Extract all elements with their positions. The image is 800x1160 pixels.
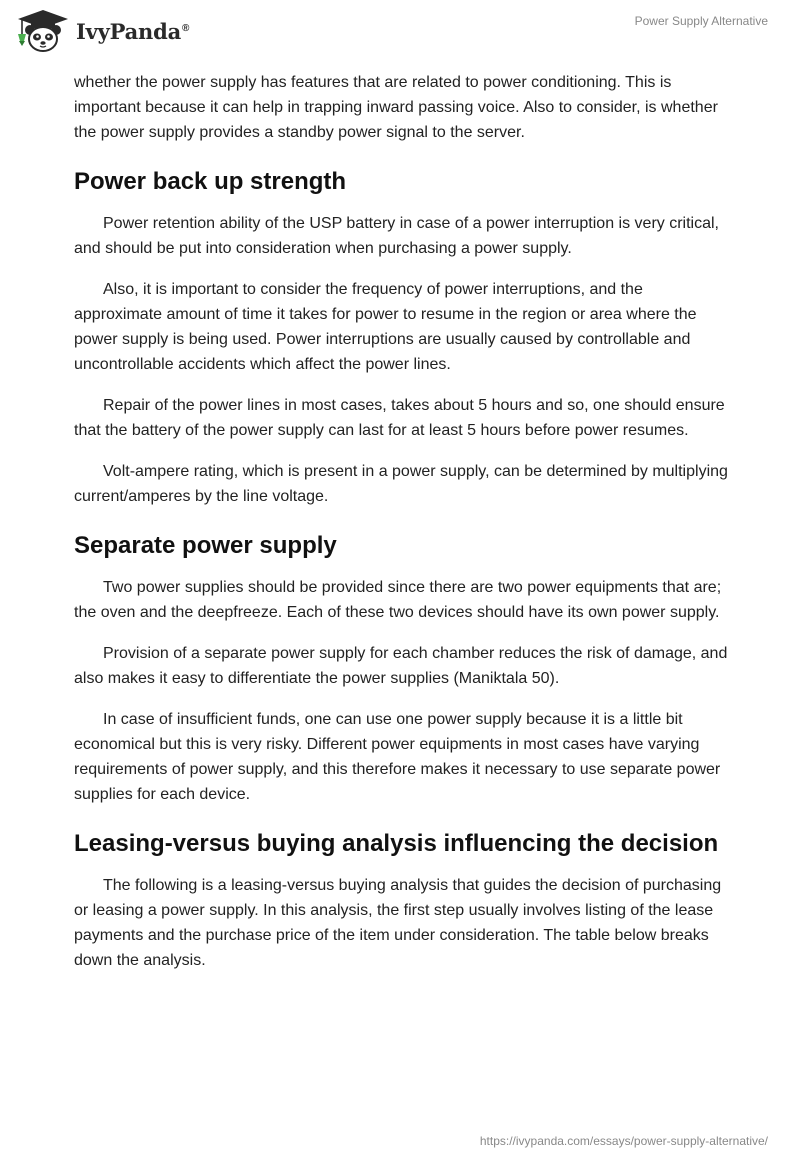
logo-wordmark: IvyPanda® (76, 18, 190, 44)
paragraph: Repair of the power lines in most cases, takes about 5 hours and so, one should ensure that the battery of the power supply can last for at least 5 hours before power resumes. (74, 397, 725, 439)
paragraph: Volt-ampere rating, which is present in a power supply, can be determined by multiplying current/amperes by the line voltage. (74, 463, 728, 505)
paragraph: Provision of a separate power supply for each chamber reduces the risk of damage, and also makes it easy to differentiate the power supplies (Maniktala 50). (74, 645, 728, 687)
paragraph: Power retention ability of the USP battery in case of a power interruption is very critical, and should be put into consideration when purchasing a power supply. (74, 215, 719, 257)
section-heading: Separate power supply (74, 532, 337, 559)
section-heading: Leasing-versus buying analysis influencing the decision (74, 830, 719, 857)
essay-content (74, 70, 734, 989)
paragraph: whether the power supply has features that are related to power conditioning. This is important because it can help in trapping inward passing voice. Also to consider, is whether the power supply provides a standby power signal to the server. (74, 74, 718, 141)
registered-mark: ® (182, 22, 190, 34)
paragraph: Also, it is important to consider the frequency of power interruptions, and the approximate amount of time it takes for power to resume in the region or area where the power supply is being used. Power interruptions are usually caused by controllable and uncontrollable accidents which affect the power lines. (74, 281, 697, 373)
document-title: Power Supply Alternative (634, 14, 768, 28)
paragraph: Two power supplies should be provided since there are two power equipments that are; the oven and the deepfreeze. Each of these two devices should have its own power supply. (74, 579, 722, 621)
ivypanda-logo[interactable] (14, 8, 189, 54)
section-heading: Power back up strength (74, 168, 347, 195)
page-header (0, 0, 800, 66)
paragraph: In case of insufficient funds, one can use one power supply because it is a little bit economical but this is very risky. Different power equipments in most cases have varying requirements of power supply, and this therefore makes it necessary to use separate power supplies for each device. (74, 711, 721, 803)
panda-graduation-cap-icon (14, 8, 72, 54)
paragraph: The following is a leasing-versus buying analysis that guides the decision of purchasing or leasing a power supply. In this analysis, the first step usually involves listing of the lease payments and the purchase price of the item under consideration. The table below breaks down the analysis. (74, 877, 722, 969)
source-url-link[interactable]: https://ivypanda.com/essays/power-supply-alternative/ (479, 1134, 768, 1148)
